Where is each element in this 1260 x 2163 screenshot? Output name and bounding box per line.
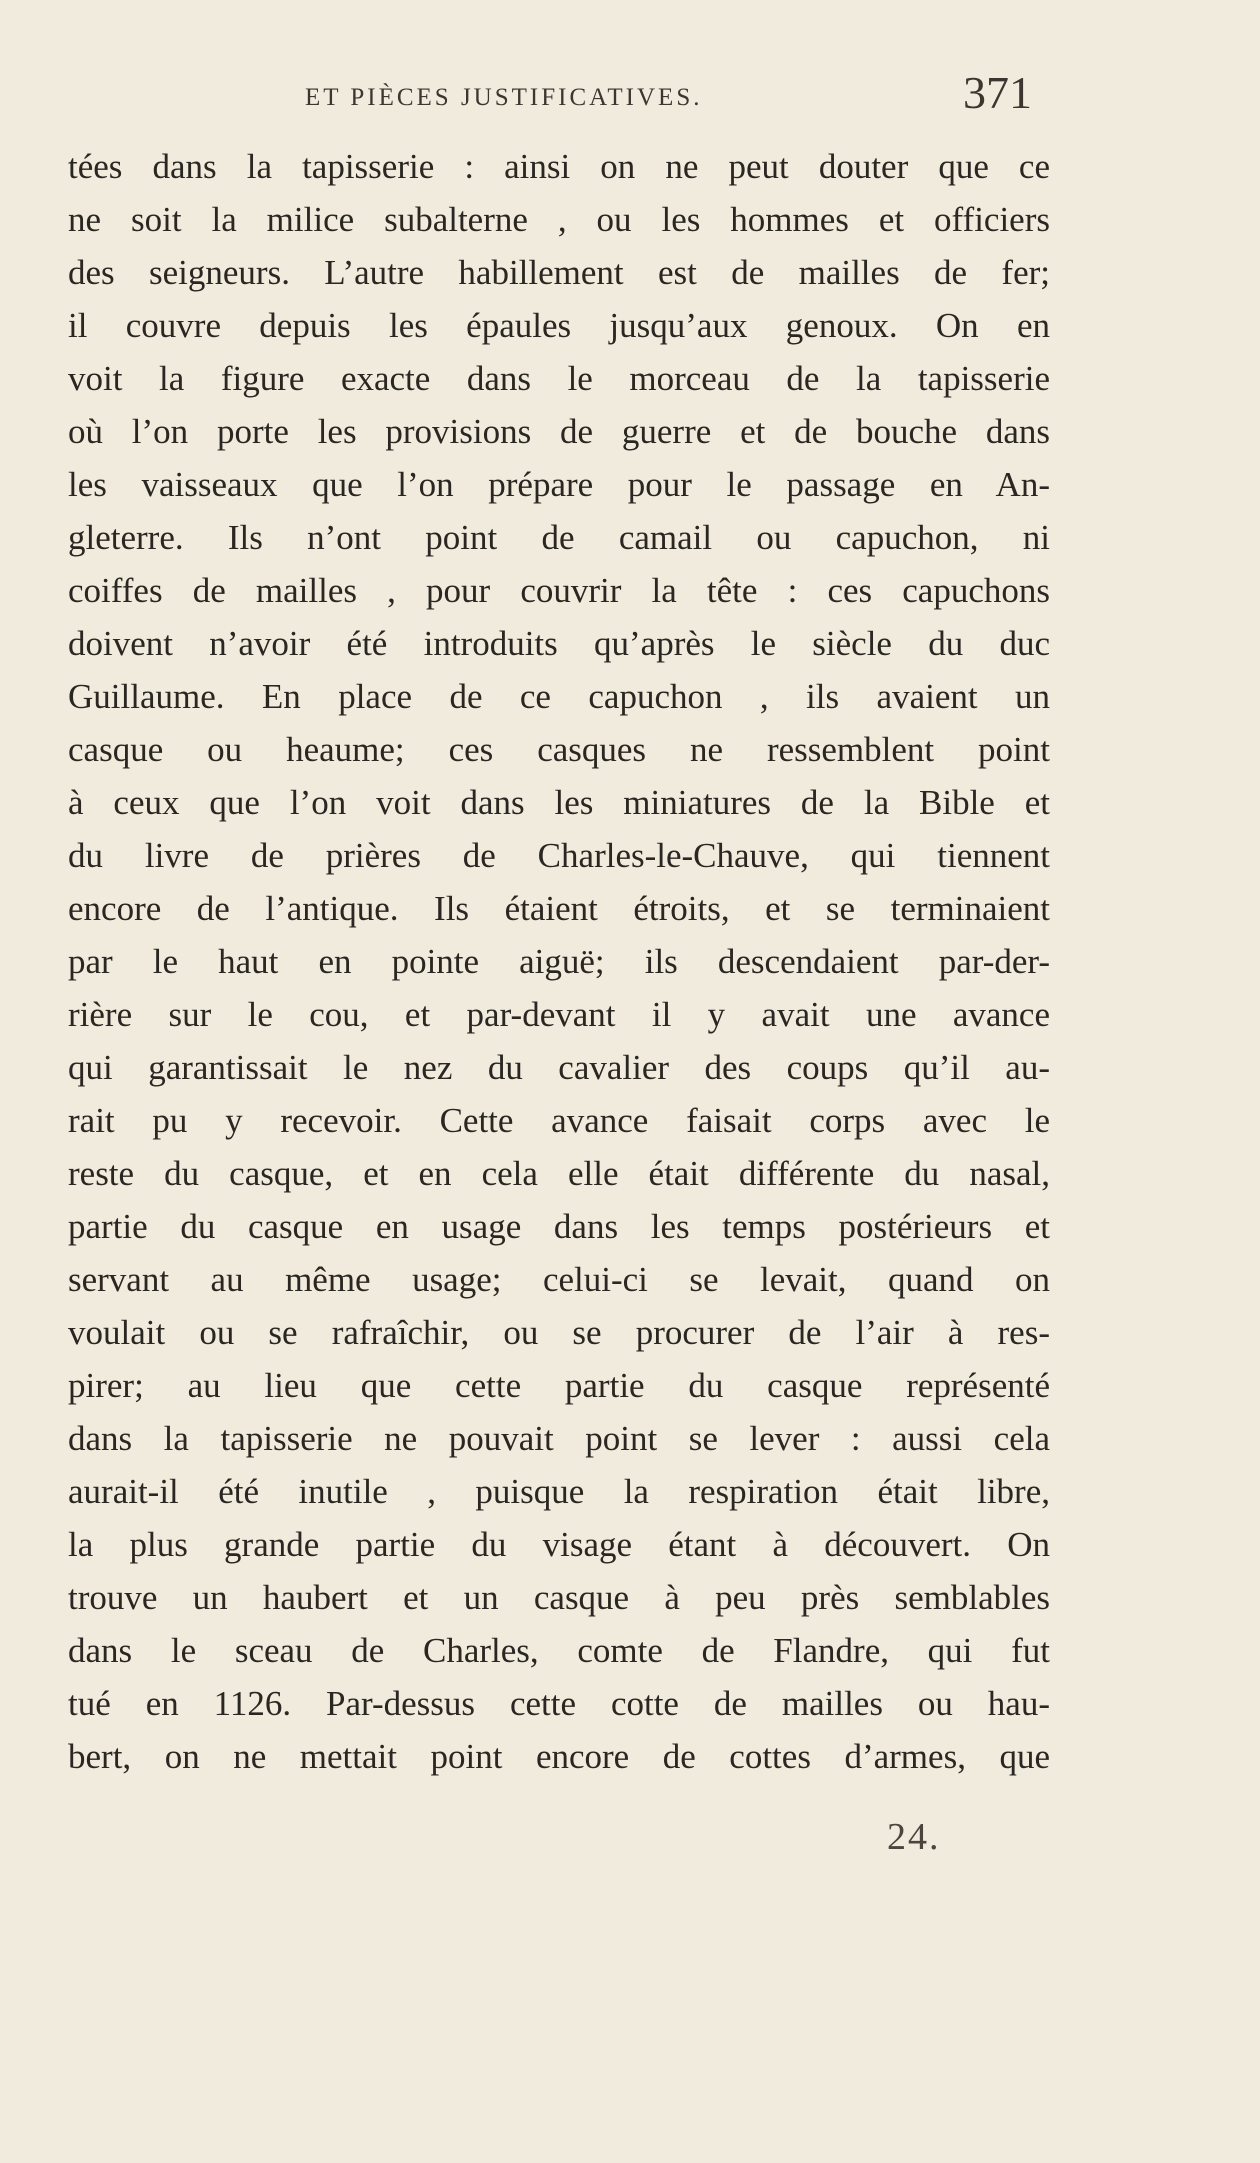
text-line: gleterre. Ils n’ont point de camail ou capuchon, ni: [68, 518, 1050, 557]
text-line: doivent n’avoir été introduits qu’après le siècle du duc: [68, 624, 1050, 663]
page-number: 371: [963, 67, 1032, 118]
text-line: dans la tapisserie ne pouvait point se lever : aussi cela: [68, 1419, 1050, 1458]
text-line: partie du casque en usage dans les temps postérieurs et: [68, 1207, 1050, 1246]
text-line: aurait-il été inutile , puisque la respiration était libre,: [68, 1472, 1050, 1511]
text-line: reste du casque, et en cela elle était différente du nasal,: [68, 1154, 1050, 1193]
text-line: ne soit la milice subalterne , ou les hommes et officiers: [68, 200, 1050, 239]
text-line: trouve un haubert et un casque à peu près semblables: [68, 1578, 1050, 1617]
signature-mark: 24.: [887, 1816, 941, 1858]
text-line: casque ou heaume; ces casques ne ressemblent point: [68, 730, 1050, 769]
text-line: coiffes de mailles , pour couvrir la tête : ces capuchons: [68, 571, 1050, 610]
text-line: les vaisseaux que l’on prépare pour le passage en An-: [68, 465, 1050, 504]
text-line: à ceux que l’on voit dans les miniatures de la Bible et: [68, 783, 1050, 822]
text-line: la plus grande partie du visage étant à découvert. On: [68, 1525, 1050, 1564]
text-line: pirer; au lieu que cette partie du casque représenté: [68, 1366, 1050, 1405]
text-line: dans le sceau de Charles, comte de Flandre, qui fut: [68, 1631, 1050, 1670]
text-line: du livre de prières de Charles-le-Chauve, qui tiennent: [68, 836, 1050, 875]
text-line: tées dans la tapisserie : ainsi on ne peut douter que ce: [68, 147, 1050, 186]
body-text: [68, 140, 1050, 1783]
text-line: qui garantissait le nez du cavalier des coups qu’il au-: [68, 1048, 1050, 1087]
text-line: voit la figure exacte dans le morceau de la tapisserie: [68, 359, 1050, 398]
text-line: des seigneurs. L’autre habillement est de mailles de fer;: [68, 253, 1050, 292]
text-line: encore de l’antique. Ils étaient étroits, et se terminaient: [68, 889, 1050, 928]
text-line: rière sur le cou, et par-devant il y avait une avance: [68, 995, 1050, 1034]
text-line: Guillaume. En place de ce capuchon , ils avaient un: [68, 677, 1050, 716]
text-line: rait pu y recevoir. Cette avance faisait corps avec le: [68, 1101, 1050, 1140]
text-line: servant au même usage; celui-ci se levait, quand on: [68, 1260, 1050, 1299]
text-line: par le haut en pointe aiguë; ils descendaient par-der-: [68, 942, 1050, 981]
running-head: ET PIÈCES JUSTIFICATIVES.: [305, 84, 703, 111]
text-line: tué en 1126. Par-dessus cette cotte de mailles ou hau-: [68, 1684, 1050, 1723]
text-line: il couvre depuis les épaules jusqu’aux genoux. On en: [68, 306, 1050, 345]
text-line: voulait ou se rafraîchir, ou se procurer de l’air à res-: [68, 1313, 1050, 1352]
text-line: où l’on porte les provisions de guerre et de bouche dans: [68, 412, 1050, 451]
text-line: bert, on ne mettait point encore de cottes d’armes, que: [68, 1737, 1050, 1776]
